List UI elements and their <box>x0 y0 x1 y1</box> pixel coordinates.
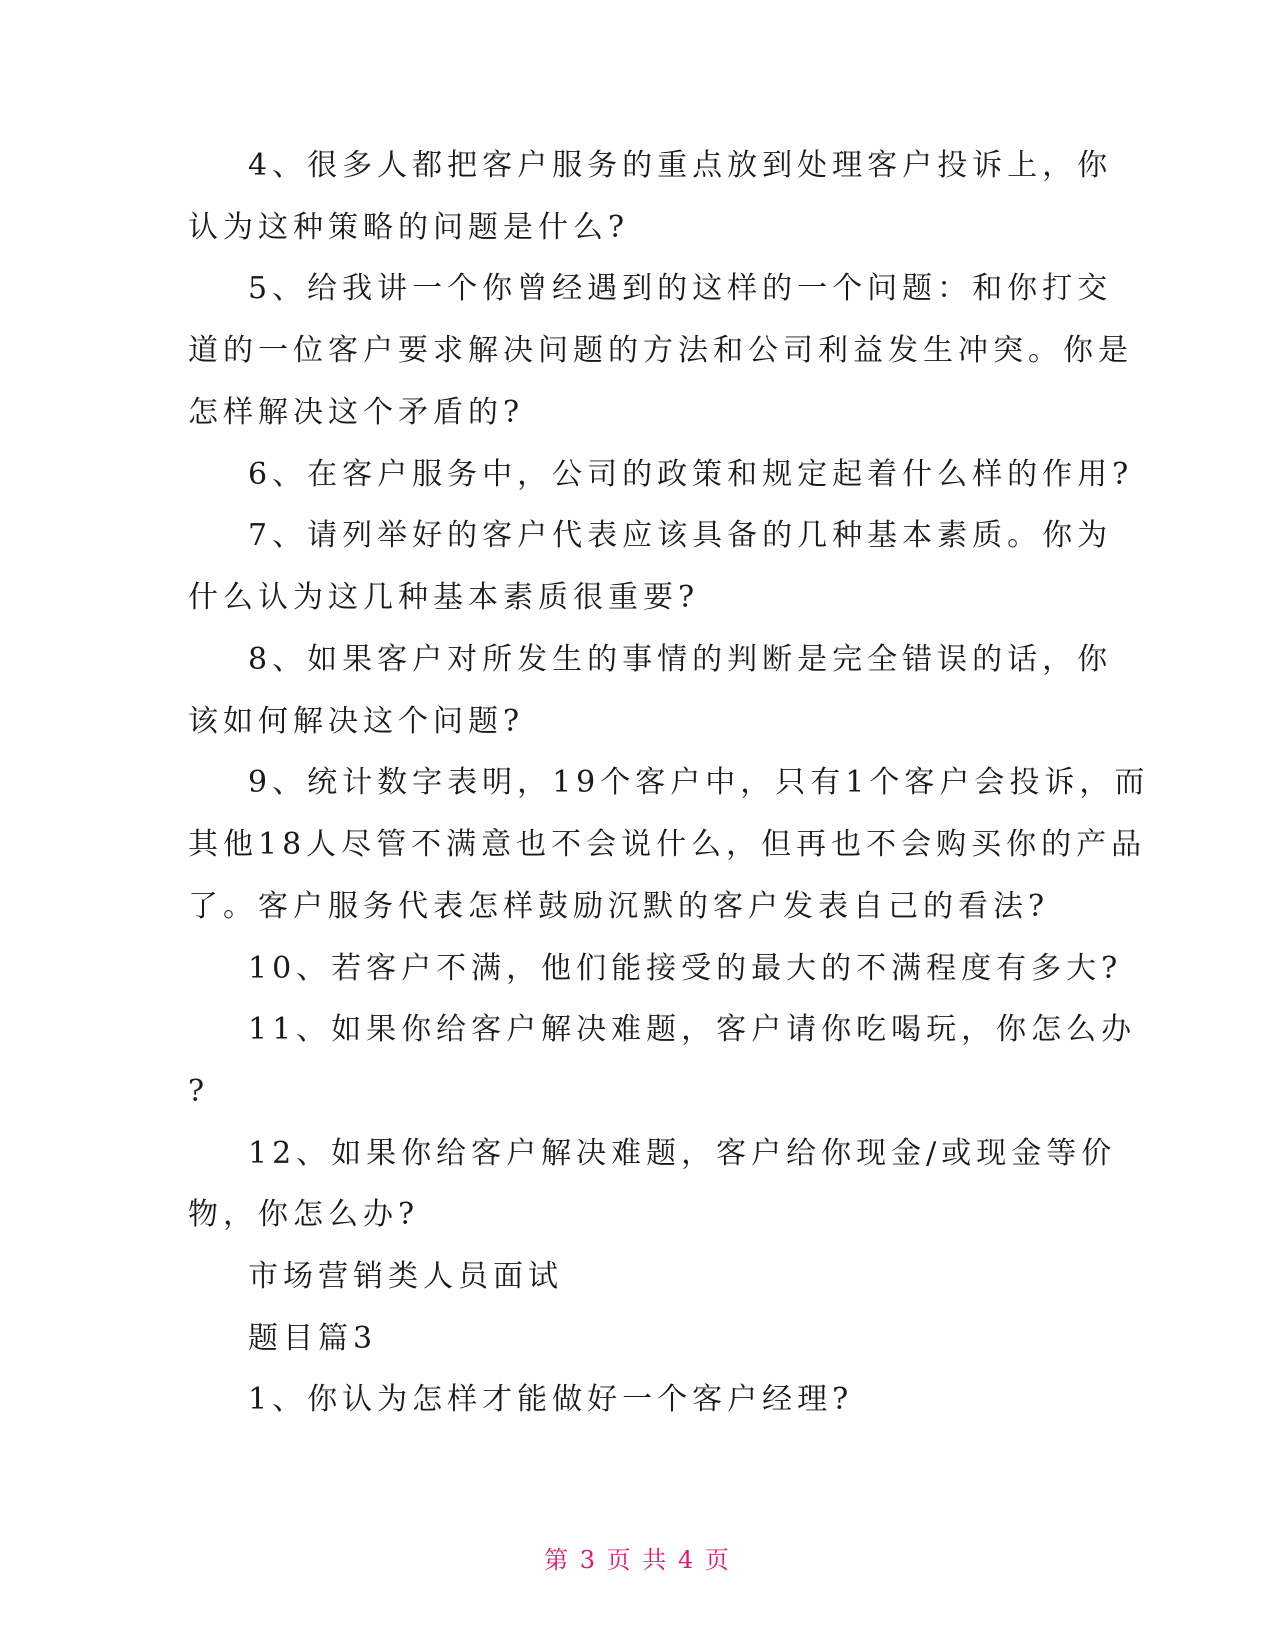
question-11-line-2: ? <box>188 1074 210 1109</box>
question-5-line-3: 怎样解决这个矛盾的? <box>188 395 525 430</box>
question-8-line-1: 8、如果客户对所发生的事情的判断是完全错误的话，你 <box>248 642 1113 677</box>
question-9-line-1: 9、统计数字表明，19个客户中，只有1个客户会投诉，而 <box>248 765 1150 800</box>
question-9-line-3: 了。客户服务代表怎样鼓励沉默的客户发表自己的看法? <box>188 889 1050 924</box>
page-number-footer: 第 3 页 共 4 页 <box>544 1546 731 1574</box>
question-5-line-2: 道的一位客户要求解决问题的方法和公司利益发生冲突。你是 <box>188 333 1133 368</box>
section-heading: 市场营销类人员面试 <box>248 1259 563 1294</box>
question-7-line-2: 什么认为这几种基本素质很重要? <box>188 580 700 615</box>
section-subheading: 题目篇3 <box>248 1321 378 1356</box>
question-12-line-2: 物，你怎么办? <box>188 1197 420 1232</box>
question-10-line-1: 10、若客户不满，他们能接受的最大的不满程度有多大? <box>248 951 1123 986</box>
question-4-line-1: 4、很多人都把客户服务的重点放到处理客户投诉上，你 <box>248 148 1113 183</box>
question-7-line-1: 7、请列举好的客户代表应该具备的几种基本素质。你为 <box>248 518 1113 553</box>
question-5-line-1: 5、给我讲一个你曾经遇到的这样的一个问题：和你打交 <box>248 271 1113 306</box>
section-3-question-1: 1、你认为怎样才能做好一个客户经理? <box>248 1382 854 1417</box>
question-11-line-1: 11、如果你给客户解决难题，客户请你吃喝玩，你怎么办 <box>248 1012 1137 1047</box>
question-6-line-1: 6、在客户服务中，公司的政策和规定起着什么样的作用? <box>248 457 1134 492</box>
question-8-line-2: 该如何解决这个问题? <box>188 704 525 739</box>
question-4-line-2: 认为这种策略的问题是什么? <box>188 210 630 245</box>
question-9-line-2: 其他18人尽管不满意也不会说什么，但再也不会购买你的产品 <box>188 827 1147 862</box>
question-12-line-1: 12、如果你给客户解决难题，客户给你现金/或现金等价 <box>248 1136 1117 1171</box>
